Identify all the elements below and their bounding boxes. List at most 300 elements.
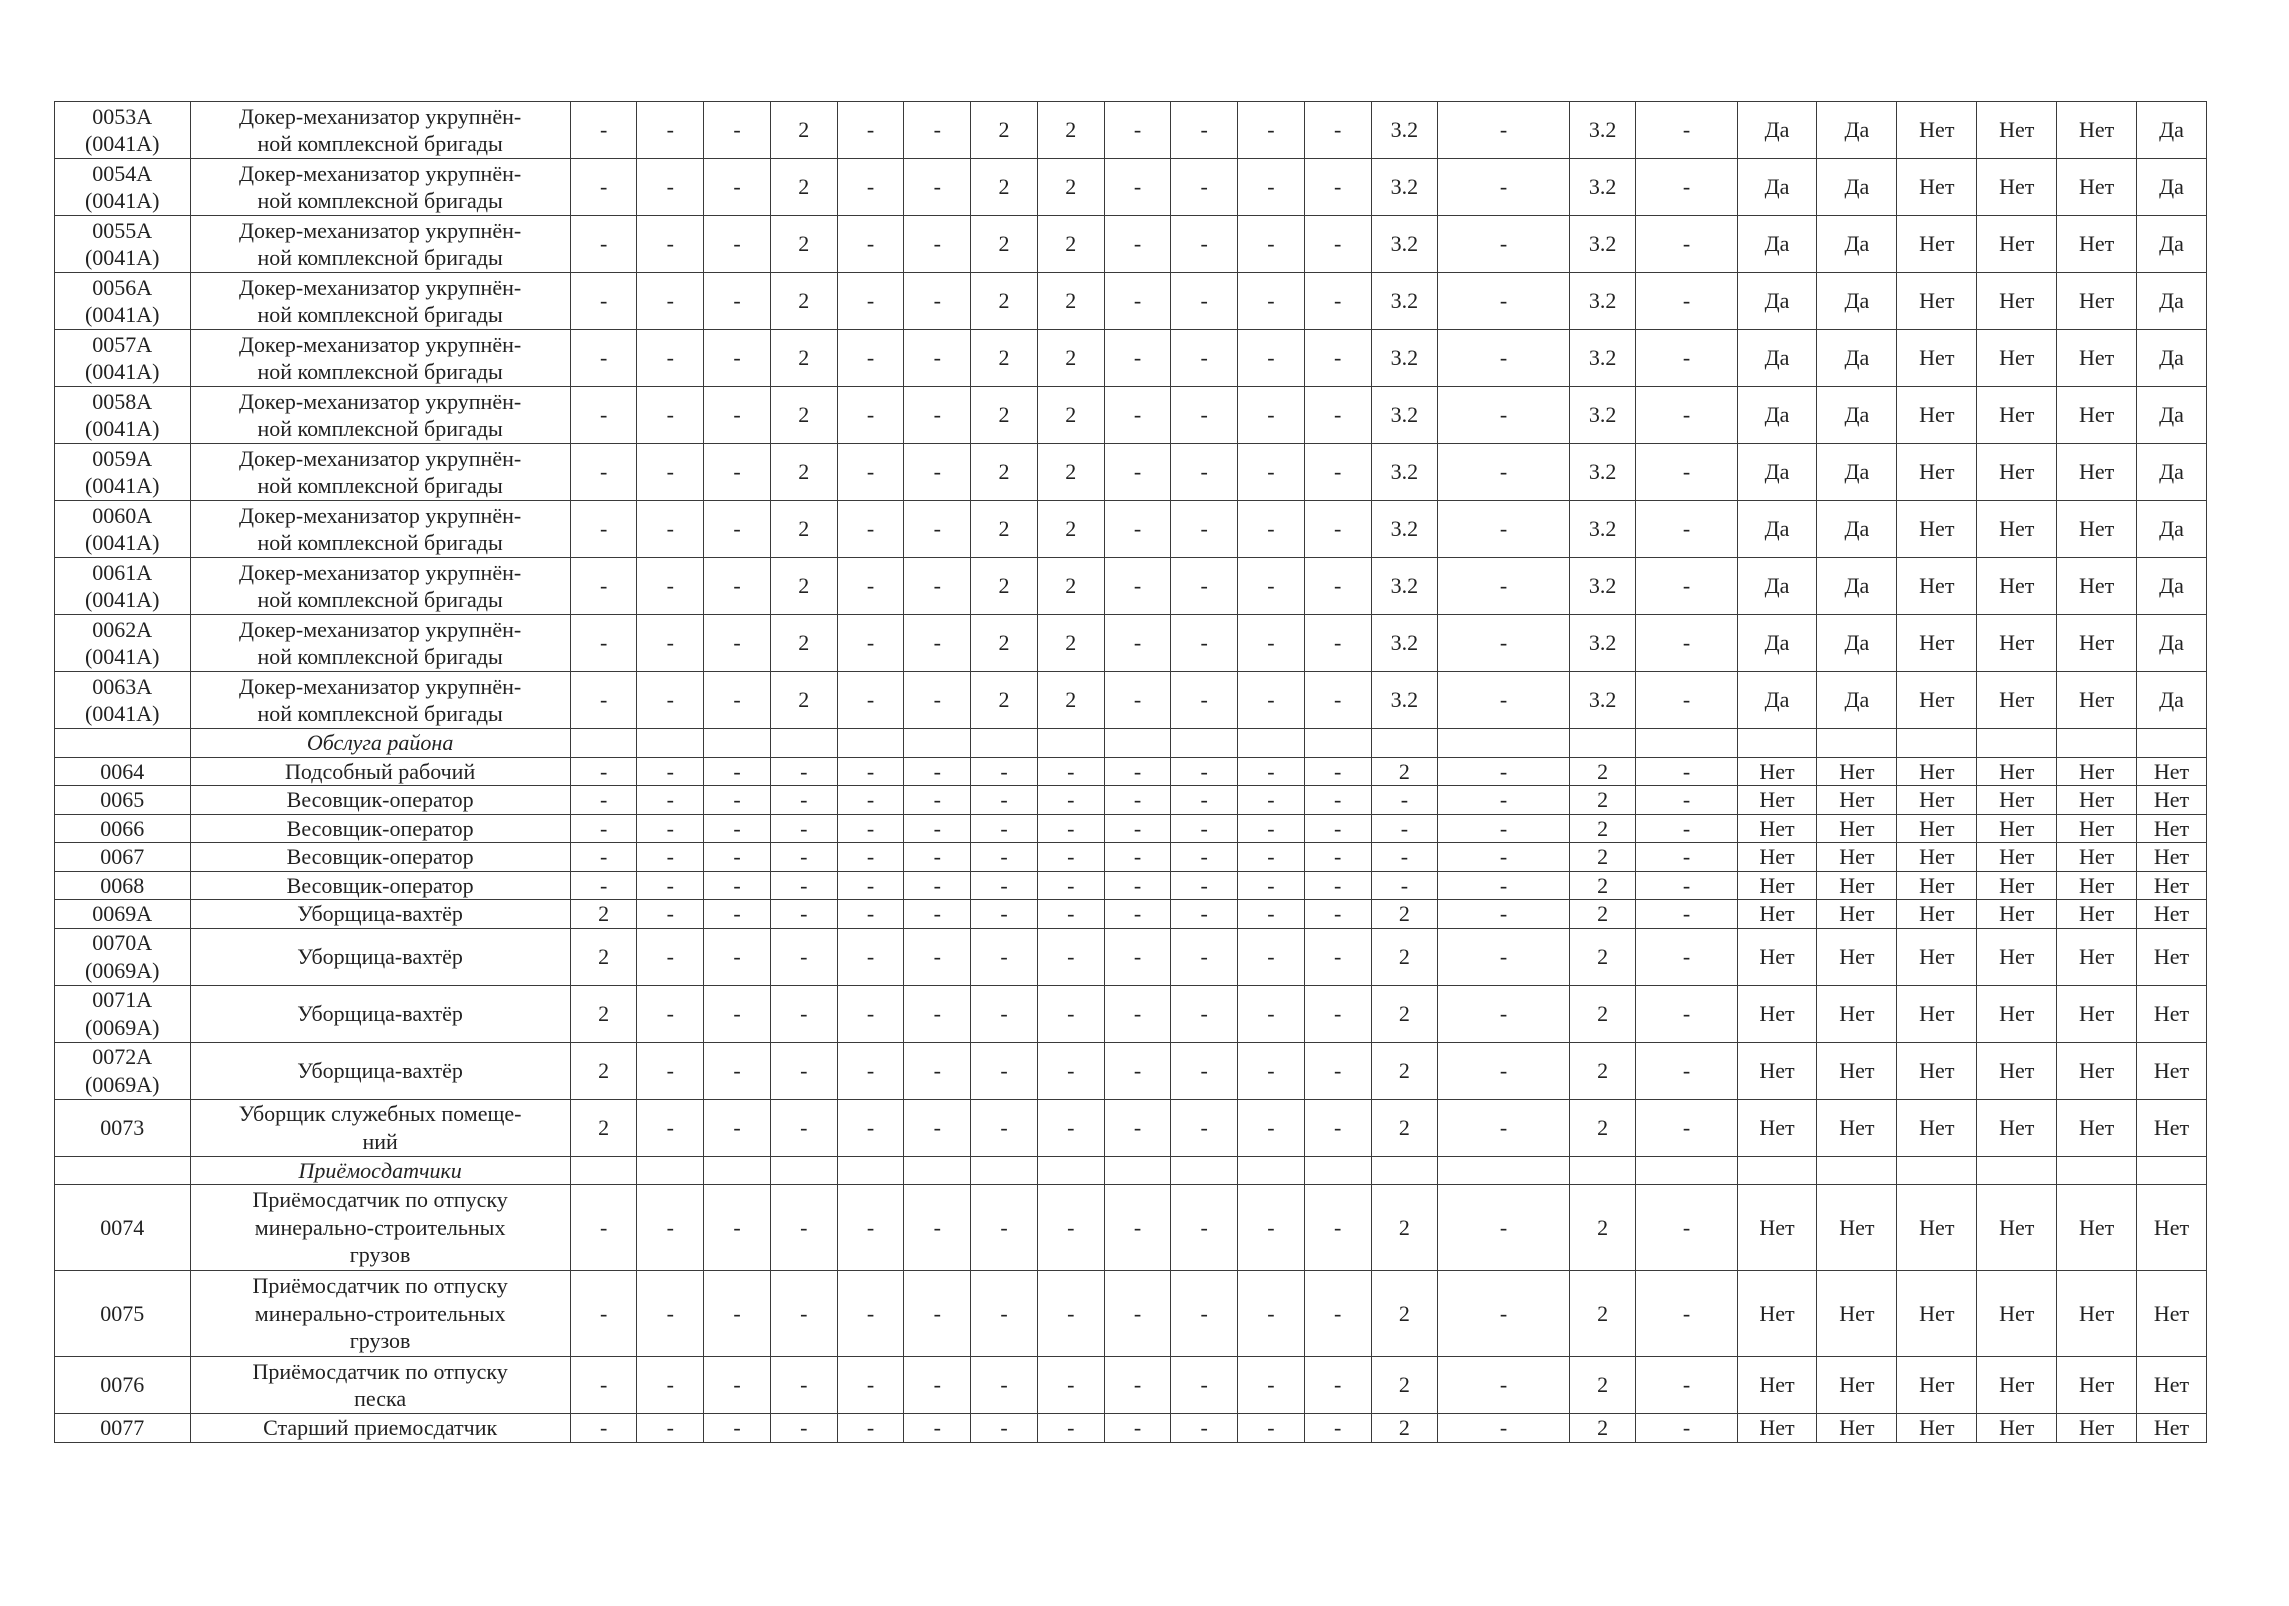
value-cell: 2	[770, 672, 837, 729]
value-cell: Нет	[1977, 786, 2057, 815]
value-cell: -	[704, 871, 771, 900]
value-cell: -	[1636, 871, 1737, 900]
value-cell: -	[1636, 501, 1737, 558]
value-cell: Нет	[1977, 387, 2057, 444]
empty-cell	[1037, 1156, 1104, 1185]
value-cell: 2	[1371, 1042, 1438, 1099]
value-cell: 3.2	[1371, 273, 1438, 330]
value-cell: 2	[770, 273, 837, 330]
value-cell: -	[971, 1099, 1038, 1156]
value-cell: 3.2	[1371, 444, 1438, 501]
value-cell: -	[904, 501, 971, 558]
value-cell: Нет	[1977, 1271, 2057, 1357]
value-cell: -	[770, 1042, 837, 1099]
table-row	[55, 216, 2207, 273]
value-cell: -	[1104, 871, 1171, 900]
value-cell: -	[770, 900, 837, 929]
empty-cell	[704, 729, 771, 758]
value-cell: -	[1037, 928, 1104, 985]
empty-cell	[1171, 729, 1238, 758]
section-row	[55, 1156, 2207, 1185]
value-cell: -	[1438, 1414, 1569, 1443]
value-cell: -	[1304, 1357, 1371, 1414]
row-position-name: Докер-механизатор укрупнён- ной комплексной бригады	[190, 159, 570, 216]
empty-cell	[2057, 729, 2137, 758]
value-cell: 2	[1569, 814, 1636, 843]
value-cell: Нет	[2057, 1042, 2137, 1099]
value-cell: -	[570, 216, 637, 273]
value-cell: -	[1304, 330, 1371, 387]
empty-cell	[637, 729, 704, 758]
value-cell: -	[637, 843, 704, 872]
value-cell: Нет	[2057, 1414, 2137, 1443]
value-cell: -	[1238, 1185, 1305, 1271]
value-cell: Нет	[1897, 1271, 1977, 1357]
value-cell: -	[1104, 102, 1171, 159]
value-cell: -	[1636, 1185, 1737, 1271]
empty-cell	[770, 1156, 837, 1185]
value-cell: -	[1636, 159, 1737, 216]
empty-cell	[1636, 729, 1737, 758]
value-cell: Нет	[1977, 985, 2057, 1042]
row-position-name: Докер-механизатор укрупнён- ной комплексной бригады	[190, 615, 570, 672]
empty-cell	[1171, 1156, 1238, 1185]
value-cell: -	[1037, 843, 1104, 872]
table-row	[55, 387, 2207, 444]
value-cell: Нет	[2057, 558, 2137, 615]
value-cell: -	[837, 444, 904, 501]
value-cell: -	[637, 928, 704, 985]
value-cell: Нет	[2137, 900, 2207, 929]
value-cell: Да	[1817, 444, 1897, 501]
table-row	[55, 672, 2207, 729]
value-cell: Нет	[1897, 615, 1977, 672]
value-cell: Нет	[1817, 1271, 1897, 1357]
value-cell: -	[1238, 900, 1305, 929]
value-cell: -	[904, 444, 971, 501]
value-cell: -	[770, 843, 837, 872]
value-cell: -	[637, 501, 704, 558]
value-cell: -	[1104, 558, 1171, 615]
value-cell: Нет	[1817, 1042, 1897, 1099]
value-cell: -	[1304, 615, 1371, 672]
value-cell: 2	[1037, 387, 1104, 444]
value-cell: Да	[1737, 444, 1817, 501]
section-title: Обслуга района	[190, 729, 570, 758]
value-cell: Нет	[2057, 330, 2137, 387]
value-cell: -	[704, 216, 771, 273]
row-code: 0075	[55, 1271, 191, 1357]
table-row	[55, 1271, 2207, 1357]
empty-cell	[704, 1156, 771, 1185]
value-cell: Да	[2137, 444, 2207, 501]
value-cell: -	[704, 843, 771, 872]
value-cell: Нет	[1977, 900, 2057, 929]
value-cell: -	[904, 814, 971, 843]
value-cell: Нет	[1897, 387, 1977, 444]
value-cell: -	[637, 102, 704, 159]
value-cell: 2	[770, 501, 837, 558]
value-cell: Да	[1817, 501, 1897, 558]
value-cell: Да	[1737, 672, 1817, 729]
section-title: Приёмосдатчики	[190, 1156, 570, 1185]
value-cell: -	[1636, 814, 1737, 843]
value-cell: -	[837, 102, 904, 159]
value-cell: -	[837, 843, 904, 872]
value-cell: -	[904, 159, 971, 216]
value-cell: -	[904, 1414, 971, 1443]
value-cell: -	[1104, 615, 1171, 672]
value-cell: Нет	[2137, 1357, 2207, 1414]
empty-cell	[1817, 729, 1897, 758]
row-position-name: Докер-механизатор укрупнён- ной комплексной бригады	[190, 102, 570, 159]
value-cell: -	[1238, 501, 1305, 558]
value-cell: Нет	[1897, 672, 1977, 729]
value-cell: Нет	[1897, 273, 1977, 330]
value-cell: Да	[1737, 216, 1817, 273]
row-code: 0074	[55, 1185, 191, 1271]
value-cell: -	[637, 1042, 704, 1099]
value-cell: -	[637, 871, 704, 900]
value-cell: 2	[1569, 1414, 1636, 1443]
value-cell: -	[904, 871, 971, 900]
value-cell: Да	[2137, 159, 2207, 216]
value-cell: 2	[770, 387, 837, 444]
row-code: 0058А (0041А)	[55, 387, 191, 444]
value-cell: Да	[1737, 273, 1817, 330]
row-code: 0057А (0041А)	[55, 330, 191, 387]
empty-cell	[1977, 1156, 2057, 1185]
value-cell: -	[1304, 672, 1371, 729]
value-cell: -	[1438, 928, 1569, 985]
value-cell: -	[770, 1271, 837, 1357]
value-cell: 3.2	[1569, 558, 1636, 615]
row-position-name: Приёмосдатчик по отпуску минерально-строительных грузов	[190, 1271, 570, 1357]
value-cell: -	[1171, 786, 1238, 815]
value-cell: -	[1104, 814, 1171, 843]
value-cell: Нет	[1817, 928, 1897, 985]
row-code: 0063А (0041А)	[55, 672, 191, 729]
value-cell: 3.2	[1371, 216, 1438, 273]
value-cell: Нет	[1897, 159, 1977, 216]
value-cell: 3.2	[1569, 615, 1636, 672]
empty-cell	[1238, 729, 1305, 758]
value-cell: -	[904, 843, 971, 872]
value-cell: Нет	[1977, 757, 2057, 786]
value-cell: Нет	[1817, 1099, 1897, 1156]
row-position-name: Подсобный рабочий	[190, 757, 570, 786]
value-cell: -	[1171, 928, 1238, 985]
value-cell: -	[1438, 1271, 1569, 1357]
value-cell: -	[1438, 814, 1569, 843]
value-cell: Нет	[1737, 843, 1817, 872]
table-row	[55, 1099, 2207, 1156]
value-cell: -	[1171, 1271, 1238, 1357]
value-cell: 2	[1569, 985, 1636, 1042]
row-code: 0071А (0069А)	[55, 985, 191, 1042]
value-cell: -	[704, 757, 771, 786]
row-position-name: Докер-механизатор укрупнён- ной комплексной бригады	[190, 273, 570, 330]
value-cell: Нет	[2137, 928, 2207, 985]
value-cell: Нет	[2057, 672, 2137, 729]
value-cell: -	[1636, 102, 1737, 159]
value-cell: -	[1438, 786, 1569, 815]
value-cell: Нет	[1977, 928, 2057, 985]
value-cell: 2	[971, 387, 1038, 444]
value-cell: Да	[1737, 615, 1817, 672]
value-cell: -	[1171, 814, 1238, 843]
value-cell: Нет	[1737, 1271, 1817, 1357]
row-code: 0072А (0069А)	[55, 1042, 191, 1099]
value-cell: -	[770, 757, 837, 786]
value-cell: -	[1171, 672, 1238, 729]
value-cell: -	[1171, 102, 1238, 159]
value-cell: 2	[971, 444, 1038, 501]
value-cell: -	[570, 159, 637, 216]
row-position-name: Весовщик-оператор	[190, 843, 570, 872]
value-cell: -	[1104, 843, 1171, 872]
value-cell: Нет	[1817, 814, 1897, 843]
value-cell: 2	[1037, 444, 1104, 501]
value-cell: Нет	[1897, 928, 1977, 985]
value-cell: -	[637, 1185, 704, 1271]
value-cell: -	[704, 1099, 771, 1156]
value-cell: 2	[570, 928, 637, 985]
value-cell: -	[1238, 102, 1305, 159]
value-cell: -	[971, 1357, 1038, 1414]
value-cell: -	[1636, 1414, 1737, 1443]
value-cell: -	[1171, 1357, 1238, 1414]
value-cell: -	[1238, 159, 1305, 216]
value-cell: -	[1636, 672, 1737, 729]
value-cell: -	[1037, 1357, 1104, 1414]
row-code: 0055А (0041А)	[55, 216, 191, 273]
value-cell: Нет	[1737, 985, 1817, 1042]
value-cell: Да	[1817, 615, 1897, 672]
value-cell: -	[1171, 444, 1238, 501]
value-cell: -	[1037, 871, 1104, 900]
empty-cell	[1569, 729, 1636, 758]
value-cell: 3.2	[1371, 558, 1438, 615]
section-code-cell	[55, 729, 191, 758]
value-cell: -	[704, 615, 771, 672]
value-cell: Нет	[1897, 330, 1977, 387]
empty-cell	[837, 729, 904, 758]
value-cell: Да	[2137, 273, 2207, 330]
value-cell: Нет	[1817, 843, 1897, 872]
row-position-name: Уборщица-вахтёр	[190, 985, 570, 1042]
value-cell: 2	[971, 672, 1038, 729]
value-cell: Нет	[2137, 786, 2207, 815]
value-cell: -	[1037, 1099, 1104, 1156]
row-code: 0061А (0041А)	[55, 558, 191, 615]
value-cell: -	[904, 615, 971, 672]
value-cell: Нет	[1817, 1357, 1897, 1414]
value-cell: -	[904, 1271, 971, 1357]
value-cell: -	[1104, 786, 1171, 815]
row-position-name: Докер-механизатор укрупнён- ной комплексной бригады	[190, 501, 570, 558]
empty-cell	[2137, 729, 2207, 758]
value-cell: Нет	[1897, 786, 1977, 815]
value-cell: Нет	[2057, 387, 2137, 444]
value-cell: Да	[2137, 330, 2207, 387]
value-cell: Нет	[1897, 558, 1977, 615]
row-code: 0056А (0041А)	[55, 273, 191, 330]
table-row	[55, 1185, 2207, 1271]
value-cell: 2	[1037, 216, 1104, 273]
value-cell: Нет	[1977, 159, 2057, 216]
value-cell: -	[570, 387, 637, 444]
value-cell: 2	[1569, 1271, 1636, 1357]
row-code: 0060А (0041А)	[55, 501, 191, 558]
row-code: 0068	[55, 871, 191, 900]
value-cell: -	[637, 900, 704, 929]
value-cell: Нет	[2057, 843, 2137, 872]
value-cell: Нет	[1737, 1099, 1817, 1156]
value-cell: -	[570, 444, 637, 501]
table-row	[55, 814, 2207, 843]
value-cell: 2	[570, 1042, 637, 1099]
value-cell: -	[1238, 1414, 1305, 1443]
empty-cell	[637, 1156, 704, 1185]
value-cell: Нет	[2057, 273, 2137, 330]
value-cell: -	[1371, 871, 1438, 900]
value-cell: Нет	[2137, 1271, 2207, 1357]
value-cell: -	[637, 444, 704, 501]
value-cell: 2	[1569, 928, 1636, 985]
value-cell: -	[1238, 928, 1305, 985]
value-cell: -	[1171, 558, 1238, 615]
value-cell: 3.2	[1371, 387, 1438, 444]
value-cell: -	[1104, 1042, 1171, 1099]
value-cell: -	[1171, 615, 1238, 672]
row-position-name: Докер-механизатор укрупнён- ной комплексной бригады	[190, 387, 570, 444]
row-position-name: Докер-механизатор укрупнён- ной комплексной бригады	[190, 330, 570, 387]
value-cell: -	[1438, 871, 1569, 900]
value-cell: -	[637, 1414, 704, 1443]
value-cell: -	[570, 843, 637, 872]
value-cell: Нет	[2057, 757, 2137, 786]
value-cell: Нет	[1817, 1185, 1897, 1271]
value-cell: -	[1238, 814, 1305, 843]
value-cell: 2	[1037, 501, 1104, 558]
value-cell: -	[971, 814, 1038, 843]
value-cell: -	[1636, 273, 1737, 330]
empty-cell	[971, 1156, 1038, 1185]
value-cell: -	[1438, 900, 1569, 929]
value-cell: Нет	[1897, 871, 1977, 900]
value-cell: -	[904, 1185, 971, 1271]
value-cell: -	[770, 1357, 837, 1414]
value-cell: Нет	[2137, 985, 2207, 1042]
row-code: 0067	[55, 843, 191, 872]
value-cell: -	[1238, 1042, 1305, 1099]
row-position-name: Докер-механизатор укрупнён- ной комплексной бригады	[190, 558, 570, 615]
value-cell: Нет	[2057, 1099, 2137, 1156]
value-cell: Нет	[1897, 1414, 1977, 1443]
row-position-name: Приёмосдатчик по отпуску минерально-строительных грузов	[190, 1185, 570, 1271]
empty-cell	[904, 1156, 971, 1185]
value-cell: Нет	[1977, 216, 2057, 273]
value-cell: -	[837, 615, 904, 672]
value-cell: -	[1304, 102, 1371, 159]
value-cell: Нет	[2137, 843, 2207, 872]
value-cell: -	[637, 1357, 704, 1414]
value-cell: -	[1171, 900, 1238, 929]
empty-cell	[1737, 1156, 1817, 1185]
value-cell: -	[1438, 216, 1569, 273]
empty-cell	[1438, 1156, 1569, 1185]
row-code: 0066	[55, 814, 191, 843]
table-row	[55, 558, 2207, 615]
empty-cell	[2057, 1156, 2137, 1185]
row-position-name: Докер-механизатор укрупнён- ной комплексной бригады	[190, 444, 570, 501]
value-cell: -	[637, 273, 704, 330]
value-cell: 3.2	[1371, 159, 1438, 216]
value-cell: -	[1171, 757, 1238, 786]
value-cell: -	[837, 1357, 904, 1414]
value-cell: Нет	[1897, 843, 1977, 872]
value-cell: -	[1438, 843, 1569, 872]
value-cell: -	[837, 757, 904, 786]
value-cell: -	[1438, 558, 1569, 615]
value-cell: -	[1238, 871, 1305, 900]
value-cell: -	[1238, 444, 1305, 501]
value-cell: -	[1304, 814, 1371, 843]
value-cell: Нет	[1737, 928, 1817, 985]
value-cell: 2	[1569, 1357, 1636, 1414]
value-cell: -	[904, 387, 971, 444]
value-cell: -	[1304, 558, 1371, 615]
empty-cell	[1104, 1156, 1171, 1185]
empty-cell	[770, 729, 837, 758]
value-cell: -	[1438, 757, 1569, 786]
value-cell: Нет	[1977, 1042, 2057, 1099]
value-cell: Нет	[1897, 757, 1977, 786]
value-cell: 3.2	[1569, 102, 1636, 159]
value-cell: -	[1304, 871, 1371, 900]
value-cell: Нет	[1897, 501, 1977, 558]
value-cell: -	[1104, 387, 1171, 444]
value-cell: -	[904, 558, 971, 615]
value-cell: Да	[1817, 330, 1897, 387]
value-cell: -	[704, 1357, 771, 1414]
value-cell: -	[570, 273, 637, 330]
value-cell: -	[837, 558, 904, 615]
empty-cell	[904, 729, 971, 758]
value-cell: Нет	[2057, 1357, 2137, 1414]
value-cell: -	[971, 757, 1038, 786]
value-cell: -	[1438, 615, 1569, 672]
value-cell: -	[1037, 985, 1104, 1042]
value-cell: -	[1636, 1271, 1737, 1357]
value-cell: -	[1238, 558, 1305, 615]
row-code: 0062А (0041А)	[55, 615, 191, 672]
value-cell: -	[1371, 814, 1438, 843]
value-cell: 3.2	[1569, 273, 1636, 330]
value-cell: -	[1171, 501, 1238, 558]
value-cell: -	[904, 1042, 971, 1099]
value-cell: -	[904, 928, 971, 985]
value-cell: -	[1304, 786, 1371, 815]
value-cell: -	[637, 757, 704, 786]
value-cell: -	[1104, 216, 1171, 273]
value-cell: 2	[770, 330, 837, 387]
table-row	[55, 757, 2207, 786]
value-cell: Нет	[1737, 1414, 1817, 1443]
value-cell: -	[1238, 1271, 1305, 1357]
value-cell: -	[1037, 1185, 1104, 1271]
